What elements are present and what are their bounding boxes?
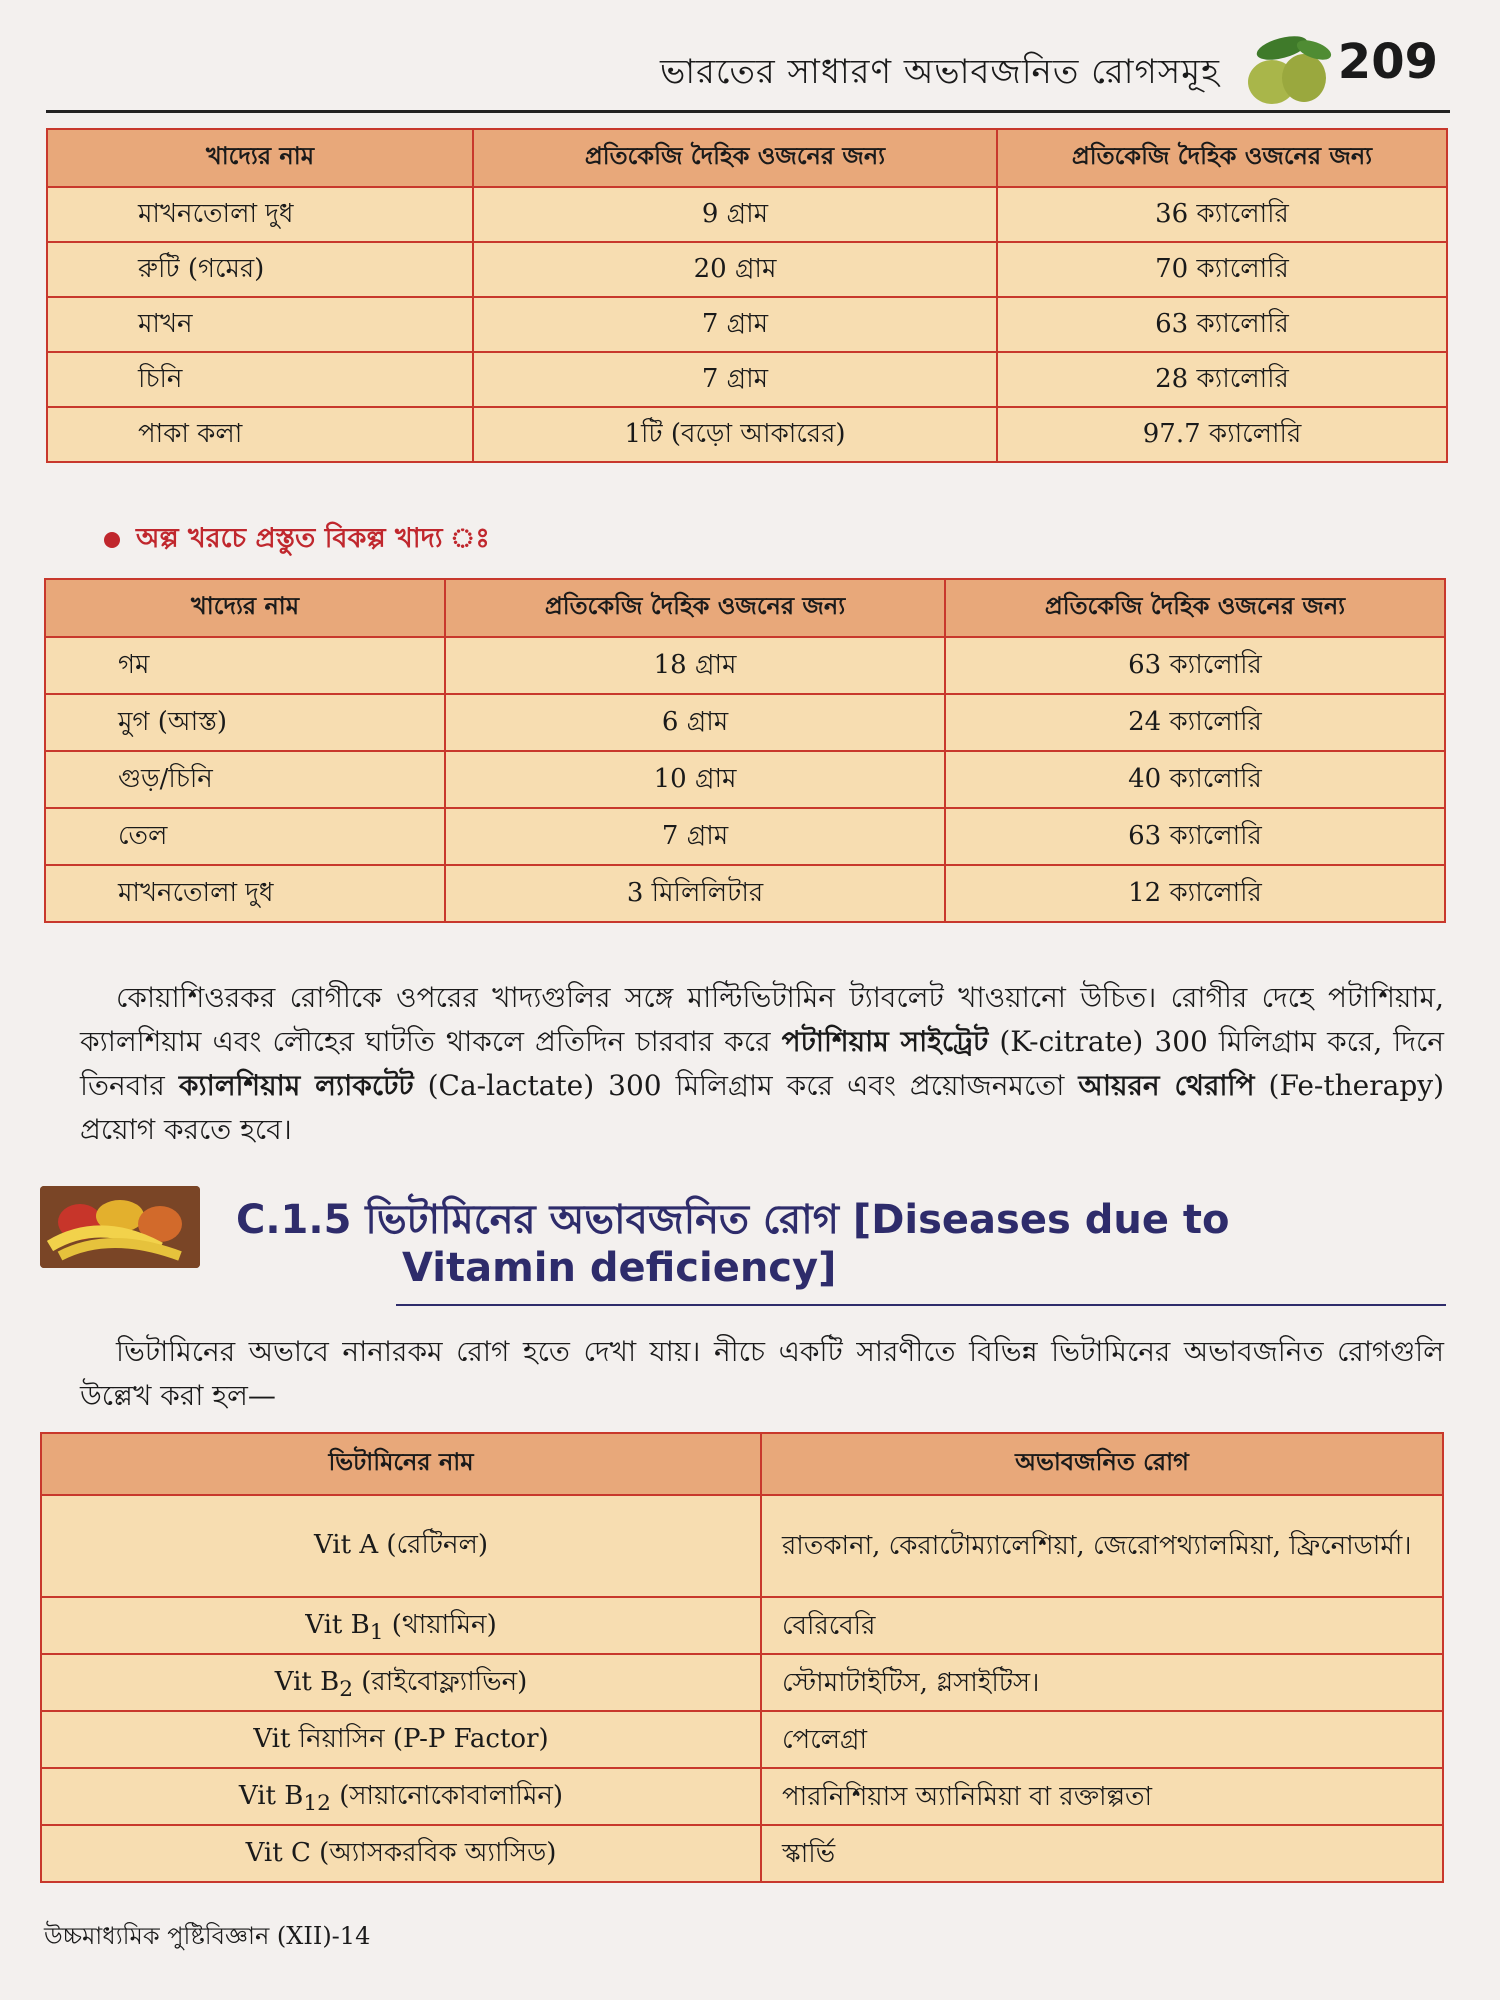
bullet-heading [104,518,490,563]
table-row [41,1825,1443,1882]
table-row [41,1768,1443,1825]
table-cell: 40 ক্যালোরি [945,751,1445,808]
vitamin-chemical-name: (সায়ানোকোবালামিন) [330,1780,564,1811]
column-header: প্রতিকেজি দৈহিক ওজনের জন্য [445,579,945,637]
table-cell: 7 গ্রাম [473,352,997,407]
table-cell: 12 ক্যালোরি [945,865,1445,922]
vitamin-name: Vit B [238,1780,304,1811]
table-cell: 70 ক্যালোরি [997,242,1447,297]
paragraph-text: কোয়াশিওরকর রোগীকে ওপরের খাদ্যগুলির সঙ্গে মাল্টিভিটামিন ট্যাবলেট খাওয়ানো উচিত। রোগীর দেহে পটাশিয়াম, ক্যালশিয়াম এবং লৌহের ঘাটতি থাকলে প্রতিদিন চারবার করে [80,981,1444,1058]
alternative-diet-table [44,578,1446,923]
paragraph-text: (Fe-therapy) প্রয়োগ করতে হবে। [80,1069,1444,1146]
table-row [45,751,1445,808]
table-cell: পাকা কলা [47,407,473,462]
table-cell: 1টি (বড়ো আকারের) [473,407,997,462]
fruit-icon [1242,32,1338,108]
section-divider [396,1304,1446,1306]
running-title: ভারতের সাধারণ অভাবজনিত রোগসমূহ [659,52,1220,92]
table-row [41,1711,1443,1768]
bullet-icon [104,532,120,548]
page-number: 209 [1337,34,1438,90]
table-cell: 9 গ্রাম [473,187,997,242]
disease-cell: স্টোমাটাইটিস, গ্লসাইটিস। [761,1654,1443,1711]
page-header [46,28,1450,113]
table-cell: 63 ক্যালোরি [945,808,1445,865]
column-header: অভাবজনিত রোগ [761,1433,1443,1495]
vitamin-chemical-name: (P-P Factor) [384,1723,549,1754]
table-header-row [41,1433,1443,1495]
disease-cell: স্কার্ভি [761,1825,1443,1882]
paragraph-text: (Ca-lactate) 300 মিলিগ্রাম করে এবং প্রয়োজনমতো [413,1069,1079,1102]
column-header: প্রতিকেজি দৈহিক ওজনের জন্য [473,129,997,187]
table-cell: রুটি (গমের) [47,242,473,297]
vitamin-name-cell [41,1495,761,1597]
table-cell: 7 গ্রাম [445,808,945,865]
table-row [45,637,1445,694]
paragraph-text: ভিটামিনের অভাবে নানারকম রোগ হতে দেখা যায়। নীচে একটি সারণীতে বিভিন্ন ভিটামিনের অভাবজনিত রোগগুলি উল্লেখ করা হল— [80,1335,1444,1412]
vitamin-deficiency-table [40,1432,1444,1883]
table-cell: 63 ক্যালোরি [997,297,1447,352]
table-row [41,1654,1443,1711]
table-cell: 6 গ্রাম [445,694,945,751]
table-cell: 97.7 ক্যালোরি [997,407,1447,462]
table-cell: 18 গ্রাম [445,637,945,694]
diet-table [46,128,1448,463]
section-heading [236,1196,1446,1292]
disease-cell: রাতকানা, কেরাটোম্যালেশিয়া, জেরোপথ্যালমিয়া, ফ্রিনোডার্মা। [761,1495,1443,1597]
bold-term: আয়রন থেরাপি [1078,1069,1255,1102]
vitamin-name-cell [41,1825,761,1882]
vitamin-name-cell [41,1711,761,1768]
table-row [47,242,1447,297]
table-row [45,865,1445,922]
table-row [47,352,1447,407]
table-cell: মুগ (আস্ত) [45,694,445,751]
table-row [41,1495,1443,1597]
column-header: খাদ্যের নাম [45,579,445,637]
page-footer: উচ্চমাধ্যমিক পুষ্টিবিজ্ঞান (XII)-14 [44,1922,371,1950]
table-row [45,808,1445,865]
column-header: ভিটামিনের নাম [41,1433,761,1495]
table-row [47,187,1447,242]
body-paragraph [80,1330,1444,1418]
vitamin-chemical-name: (অ্যাসকরবিক অ্যাসিড) [310,1837,557,1868]
bold-term: ক্যালশিয়াম ল্যাকটেট [178,1069,414,1102]
disease-cell: পেলেগ্রা [761,1711,1443,1768]
paragraph-text: (K-citrate) 300 মিলিগ্রাম করে, দিনে তিনবার [80,1025,1444,1102]
vitamin-name: Vit B [274,1666,340,1697]
fruit-basket-image [40,1186,200,1268]
bold-term: পটাশিয়াম সাইট্রেট [781,1025,989,1058]
table-cell: 7 গ্রাম [473,297,997,352]
table-cell: তেল [45,808,445,865]
table-cell: 10 গ্রাম [445,751,945,808]
column-header: প্রতিকেজি দৈহিক ওজনের জন্য [945,579,1445,637]
vitamin-name: Vit নিয়াসিন [253,1723,385,1754]
table-row [47,407,1447,462]
table-row [47,297,1447,352]
vitamin-chemical-name: (রাইবোফ্ল্যাভিন) [353,1666,528,1697]
table-cell: মাখন [47,297,473,352]
vitamin-chemical-name: (থায়ামিন) [383,1609,497,1640]
table-cell: 3 মিলিলিটার [445,865,945,922]
vitamin-name: Vit B [305,1609,370,1640]
table-cell: মাখনতোলা দুধ [47,187,473,242]
vitamin-name-cell [41,1654,761,1711]
table-header-row [45,579,1445,637]
table-cell: 28 ক্যালোরি [997,352,1447,407]
table-row [41,1597,1443,1654]
section-title-line1: ভিটামিনের অভাবজনিত রোগ [Diseases due to [365,1197,1230,1243]
table-cell: গম [45,637,445,694]
column-header: প্রতিকেজি দৈহিক ওজনের জন্য [997,129,1447,187]
table-cell: চিনি [47,352,473,407]
table-cell: গুড়/চিনি [45,751,445,808]
table-cell: 63 ক্যালোরি [945,637,1445,694]
vitamin-name-cell [41,1768,761,1825]
vitamin-name-cell [41,1597,761,1654]
table-cell: 24 ক্যালোরি [945,694,1445,751]
disease-cell: বেরিবেরি [761,1597,1443,1654]
table-row [45,694,1445,751]
disease-cell: পারনিশিয়াস অ্যানিমিয়া বা রক্তাল্পতা [761,1768,1443,1825]
body-paragraph [80,976,1444,1152]
vitamin-subscript: 12 [303,1790,331,1816]
table-cell: 36 ক্যালোরি [997,187,1447,242]
vitamin-chemical-name: (রেটিনল) [378,1530,489,1560]
table-header-row [47,129,1447,187]
vitamin-name: Vit C [245,1837,311,1868]
vitamin-subscript: 2 [339,1676,353,1702]
table-cell: মাখনতোলা দুধ [45,865,445,922]
section-number: C.1.5 [236,1197,352,1243]
bullet-text: অল্প খরচে প্রস্তুত বিকল্প খাদ্য ঃ [136,523,490,554]
column-header: খাদ্যের নাম [47,129,473,187]
section-title-line2: Vitamin deficiency] [402,1245,837,1291]
vitamin-subscript: 1 [369,1619,384,1645]
vitamin-name: Vit A [313,1530,379,1560]
table-cell: 20 গ্রাম [473,242,997,297]
